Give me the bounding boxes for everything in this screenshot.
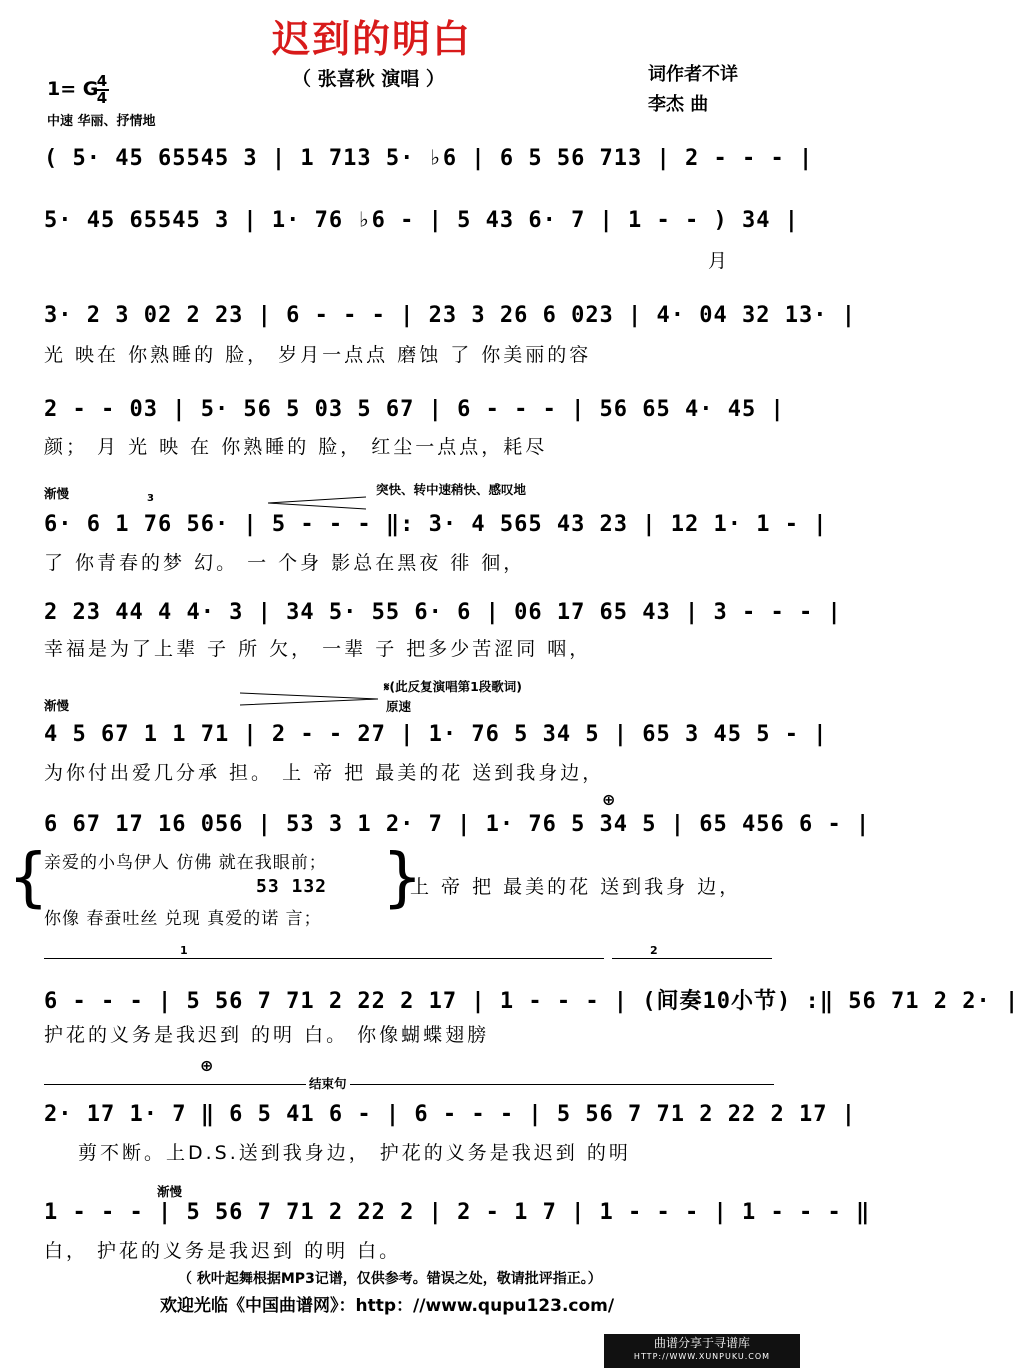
- volta-2-line: [612, 958, 772, 959]
- website-link[interactable]: 欢迎光临《中国曲谱网》：http：//www.qupu123.com/: [160, 1296, 615, 1316]
- lyric-row-5: 了 你青春的梦 幻。 一 个身 影总在黑夜 徘 徊，: [44, 552, 526, 574]
- triplet-mark: 3: [147, 493, 154, 504]
- lyric-row-10: 剪不断。上D.S.送到我身边， 护花的义务是我迟到 的明: [78, 1142, 631, 1164]
- music-row-6: 2 23 44 4 4· 3 | 34 5· 55 6· 6 | 06 17 65 43 | 3 - - - |: [44, 600, 842, 625]
- coda-sign-2: ⊕: [200, 1056, 214, 1075]
- sudden-fast-marking: 突快、转中速稍快、感叹地: [376, 482, 527, 497]
- crescendo-hairpin: [268, 496, 368, 510]
- key-signature: 1= G: [47, 78, 99, 100]
- repeat-sign-note: 𝄋(此反复演唱第1段歌词): [384, 679, 522, 694]
- volta-1-line: [44, 958, 604, 959]
- coda-sign-1: ⊕: [602, 790, 616, 809]
- composer-credit: 李杰 曲: [648, 94, 709, 115]
- lyric-row-4: 颜； 月 光 映 在 你熟睡的 脸， 红尘一点点，耗尽: [44, 436, 548, 458]
- lyric-row-11: 白， 护花的义务是我迟到 的明 白。: [44, 1240, 402, 1262]
- music-row-8: 6 67 17 16 056 | 53 3 1 2· 7 | 1· 76 5 34 5 | 65 456 6 - |: [44, 812, 871, 837]
- left-brace: {: [8, 841, 49, 915]
- slower-marking-3: 渐慢: [157, 1184, 183, 1199]
- alternate-notes: 53 132: [256, 876, 328, 897]
- music-row-5: 6· 6 1 76 56· | 5 - - - ‖: 3· 4 565 43 23 | 12 1· 1 - |: [44, 512, 828, 537]
- volta-1-label: 1: [180, 944, 188, 957]
- music-row-1: ( 5· 45 65545 3 | 1 713 5· ♭6 | 6 5 56 713 | 2 - - - |: [44, 146, 814, 171]
- music-row-4: 2 - - 03 | 5· 56 5 03 5 67 | 6 - - - | 56 65 4· 45 |: [44, 397, 785, 422]
- music-row-10: 2· 17 1· 7 ‖ 6 5 41 6 - | 6 - - - | 5 56 7 71 2 22 2 17 |: [44, 1102, 856, 1127]
- lyric-row-7: 为你付出爱几分承 担。 上 帝 把 最美的花 送到我身边，: [44, 762, 605, 784]
- music-row-7: 4 5 67 1 1 71 | 2 - - 27 | 1· 76 5 34 5 | 65 3 45 5 - |: [44, 722, 828, 747]
- time-signature: 4 4: [96, 72, 108, 107]
- verse-line-1: 亲爱的小鸟伊人 仿佛 就在我眼前；: [44, 853, 327, 873]
- slower-marking-2: 渐慢: [44, 698, 70, 713]
- music-row-2: 5· 45 65545 3 | 1· 76 ♭6 - | 5 43 6· 7 | 1 - - ) 34 |: [44, 208, 799, 233]
- lyric-row-2: 月: [708, 250, 731, 272]
- lyric-row-3: 光 映在 你熟睡的 脸， 岁月一点点 磨蚀 了 你美丽的容: [44, 344, 592, 366]
- music-row-9: 6 - - - | 5 56 7 71 2 22 2 17 | 1 - - - | (间奏10小节) :‖ 56 71 2 2· |: [44, 989, 1019, 1014]
- lyric-row-6: 幸福是为了上辈 子 所 欠， 一辈 子 把多少苦涩同 咽，: [44, 638, 592, 660]
- tempo-marking: 中速 华丽、抒情地: [47, 114, 156, 129]
- page-title: 迟到的明白: [272, 17, 473, 61]
- original-speed-marking: 原速: [386, 699, 412, 714]
- merged-lyric: 上 帝 把 最美的花 送到我身 边，: [410, 876, 742, 898]
- music-row-3: 3· 2 3 02 2 23 | 6 - - - | 23 3 26 6 023 | 4· 04 32 13· |: [44, 303, 856, 328]
- volta-2-label: 2: [650, 944, 658, 957]
- verse-line-2: 你像 春蚕吐丝 兑现 真爱的诺 言；: [44, 909, 322, 929]
- singer-credit: （ 张喜秋 演唱 ）: [292, 68, 445, 90]
- transcription-note: （ 秋叶起舞根据MP3记谱，仅供参考。错误之处，敬请批评指正。）: [178, 1271, 602, 1287]
- slower-marking-1: 渐慢: [44, 486, 70, 501]
- right-brace: }: [382, 841, 423, 915]
- lyricist-credit: 词作者不详: [648, 64, 738, 85]
- ending-phrase-label: 结束句: [306, 1074, 350, 1092]
- decrescendo-hairpin: [240, 692, 380, 706]
- music-row-11: 1 - - - | 5 56 7 71 2 22 2 | 2 - 1 7 | 1 - - - | 1 - - - ‖: [44, 1200, 871, 1225]
- watermark: 曲谱分享于寻谱库 HTTP://WWW.XUNPUKU.COM: [604, 1334, 800, 1368]
- ending-phrase-line: [44, 1084, 774, 1085]
- lyric-row-9: 护花的义务是我迟到 的明 白。 你像蝴蝶翅膀: [44, 1024, 490, 1046]
